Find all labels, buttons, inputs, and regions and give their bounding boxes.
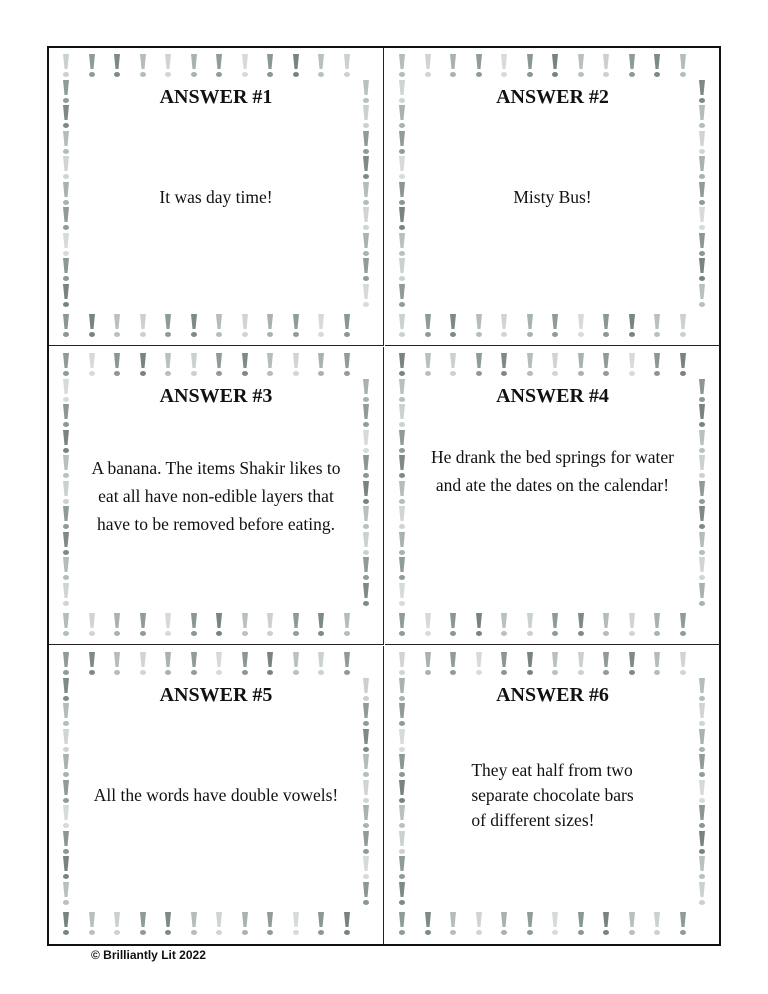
exclamation-mark-icon bbox=[397, 232, 407, 258]
exclamation-mark-icon bbox=[397, 378, 407, 404]
exclamation-mark-icon bbox=[601, 612, 611, 638]
exclamation-mark-icon bbox=[291, 651, 301, 677]
exclamation-mark-icon bbox=[499, 352, 509, 378]
exclamation-mark-icon bbox=[361, 79, 371, 105]
exclamation-mark-icon bbox=[397, 855, 407, 881]
exclamation-mark-icon bbox=[240, 53, 250, 79]
exclamation-mark-icon bbox=[163, 911, 173, 937]
exclamation-mark-icon bbox=[61, 257, 71, 283]
exclamation-mark-icon bbox=[678, 313, 688, 339]
exclamation-mark-icon bbox=[61, 283, 71, 309]
exclamation-mark-icon bbox=[342, 612, 352, 638]
exclamation-mark-icon bbox=[138, 651, 148, 677]
exclamation-mark-icon bbox=[474, 313, 484, 339]
exclamation-mark-icon bbox=[423, 651, 433, 677]
exclamation-mark-icon bbox=[397, 911, 407, 937]
exclamation-mark-icon bbox=[265, 313, 275, 339]
card-answer-text: It was day time! bbox=[159, 186, 273, 207]
card-answer-text: Misty Bus! bbox=[513, 186, 592, 207]
exclamation-mark-icon bbox=[189, 612, 199, 638]
exclamation-mark-icon bbox=[112, 911, 122, 937]
card-answer-text: All the words have double vowels! bbox=[93, 785, 339, 805]
exclamation-mark-icon bbox=[87, 352, 97, 378]
answer-card-1 bbox=[49, 48, 384, 346]
exclamation-mark-icon bbox=[240, 651, 250, 677]
exclamation-mark-icon bbox=[291, 352, 301, 378]
exclamation-mark-icon bbox=[61, 352, 71, 378]
exclamation-mark-icon bbox=[214, 612, 224, 638]
exclamation-mark-icon bbox=[474, 651, 484, 677]
card-title: ANSWER #3 bbox=[159, 385, 273, 407]
exclamation-mark-icon bbox=[361, 429, 371, 455]
exclamation-mark-icon bbox=[361, 531, 371, 557]
exclamation-mark-icon bbox=[291, 612, 301, 638]
exclamation-mark-icon bbox=[214, 911, 224, 937]
exclamation-mark-icon bbox=[361, 206, 371, 232]
exclamation-mark-icon bbox=[525, 352, 535, 378]
exclamation-mark-icon bbox=[397, 429, 407, 455]
copyright-footer: © Brilliantly Lit 2022 bbox=[91, 948, 206, 962]
exclamation-mark-icon bbox=[652, 313, 662, 339]
exclamation-mark-icon bbox=[423, 53, 433, 79]
exclamation-mark-icon bbox=[240, 612, 250, 638]
exclamation-mark-icon bbox=[525, 313, 535, 339]
exclamation-mark-icon bbox=[361, 505, 371, 531]
exclamation-mark-icon bbox=[397, 531, 407, 557]
exclamation-mark-icon bbox=[499, 612, 509, 638]
exclamation-mark-icon bbox=[61, 779, 71, 805]
exclamation-mark-icon bbox=[316, 352, 326, 378]
exclamation-mark-icon bbox=[697, 403, 707, 429]
exclamation-mark-icon bbox=[265, 612, 275, 638]
exclamation-mark-icon bbox=[697, 677, 707, 703]
exclamation-mark-icon bbox=[61, 911, 71, 937]
exclamation-mark-icon bbox=[361, 702, 371, 728]
exclamation-mark-icon bbox=[474, 352, 484, 378]
exclamation-mark-icon bbox=[112, 313, 122, 339]
exclamation-mark-icon bbox=[214, 352, 224, 378]
exclamation-mark-icon bbox=[397, 79, 407, 105]
exclamation-mark-icon bbox=[361, 804, 371, 830]
exclamation-mark-icon bbox=[163, 612, 173, 638]
exclamation-mark-icon bbox=[361, 728, 371, 754]
exclamation-mark-icon bbox=[214, 53, 224, 79]
exclamation-mark-icon bbox=[697, 830, 707, 856]
exclamation-mark-icon bbox=[397, 283, 407, 309]
exclamation-mark-icon bbox=[61, 651, 71, 677]
exclamation-mark-icon bbox=[697, 257, 707, 283]
exclamation-mark-icon bbox=[499, 313, 509, 339]
exclamation-mark-icon bbox=[361, 582, 371, 608]
exclamation-mark-icon bbox=[697, 855, 707, 881]
exclamation-mark-icon bbox=[342, 313, 352, 339]
exclamation-mark-icon bbox=[361, 753, 371, 779]
exclamation-mark-icon bbox=[138, 313, 148, 339]
exclamation-mark-icon bbox=[61, 702, 71, 728]
exclamation-mark-icon bbox=[525, 612, 535, 638]
card-title: ANSWER #5 bbox=[159, 684, 273, 706]
exclamation-mark-icon bbox=[627, 612, 637, 638]
exclamation-mark-icon bbox=[627, 352, 637, 378]
exclamation-mark-icon bbox=[697, 505, 707, 531]
exclamation-mark-icon bbox=[61, 753, 71, 779]
exclamation-mark-icon bbox=[397, 582, 407, 608]
exclamation-mark-icon bbox=[697, 79, 707, 105]
exclamation-mark-icon bbox=[112, 53, 122, 79]
answer-card-5 bbox=[49, 646, 384, 944]
exclamation-mark-icon bbox=[397, 206, 407, 232]
exclamation-mark-icon bbox=[342, 651, 352, 677]
exclamation-mark-icon bbox=[448, 612, 458, 638]
exclamation-mark-icon bbox=[361, 283, 371, 309]
exclamation-mark-icon bbox=[138, 53, 148, 79]
exclamation-mark-icon bbox=[448, 651, 458, 677]
exclamation-mark-icon bbox=[361, 677, 371, 703]
exclamation-mark-icon bbox=[61, 855, 71, 881]
exclamation-mark-icon bbox=[448, 911, 458, 937]
exclamation-mark-icon bbox=[397, 505, 407, 531]
exclamation-mark-icon bbox=[652, 352, 662, 378]
exclamation-mark-icon bbox=[265, 352, 275, 378]
exclamation-mark-icon bbox=[361, 130, 371, 156]
exclamation-mark-icon bbox=[525, 53, 535, 79]
exclamation-mark-icon bbox=[499, 911, 509, 937]
exclamation-mark-icon bbox=[61, 130, 71, 156]
card-title: ANSWER #6 bbox=[496, 684, 609, 706]
exclamation-mark-icon bbox=[448, 53, 458, 79]
exclamation-mark-icon bbox=[61, 429, 71, 455]
exclamation-mark-icon bbox=[189, 313, 199, 339]
exclamation-mark-icon bbox=[678, 911, 688, 937]
card-answer-text: They eat half from two separate chocolate bars of different sizes! bbox=[471, 759, 634, 830]
exclamation-mark-icon bbox=[697, 378, 707, 404]
exclamation-mark-icon bbox=[697, 429, 707, 455]
exclamation-mark-icon bbox=[397, 155, 407, 181]
answer-card-4 bbox=[385, 347, 720, 645]
exclamation-mark-icon bbox=[397, 130, 407, 156]
exclamation-mark-icon bbox=[499, 53, 509, 79]
exclamation-mark-icon bbox=[397, 702, 407, 728]
exclamation-mark-icon bbox=[163, 651, 173, 677]
exclamation-mark-icon bbox=[316, 612, 326, 638]
exclamation-mark-icon bbox=[678, 651, 688, 677]
exclamation-mark-icon bbox=[361, 830, 371, 856]
answer-card-sheet bbox=[47, 46, 721, 946]
exclamation-mark-icon bbox=[697, 104, 707, 130]
exclamation-mark-icon bbox=[652, 911, 662, 937]
exclamation-mark-icon bbox=[189, 53, 199, 79]
exclamation-mark-icon bbox=[697, 181, 707, 207]
exclamation-mark-icon bbox=[240, 911, 250, 937]
exclamation-mark-icon bbox=[361, 257, 371, 283]
exclamation-mark-icon bbox=[697, 702, 707, 728]
exclamation-mark-icon bbox=[342, 53, 352, 79]
exclamation-mark-icon bbox=[397, 454, 407, 480]
exclamation-mark-icon bbox=[163, 53, 173, 79]
exclamation-mark-icon bbox=[342, 352, 352, 378]
card-title: ANSWER #2 bbox=[496, 86, 609, 108]
exclamation-mark-icon bbox=[189, 911, 199, 937]
card-answer-text: A banana. The items Shakir likes to eat all have non-edible layers that have to be removed before eating. bbox=[91, 457, 341, 534]
exclamation-mark-icon bbox=[550, 53, 560, 79]
exclamation-mark-icon bbox=[697, 206, 707, 232]
exclamation-mark-icon bbox=[697, 582, 707, 608]
exclamation-mark-icon bbox=[448, 313, 458, 339]
exclamation-mark-icon bbox=[265, 911, 275, 937]
exclamation-mark-icon bbox=[697, 804, 707, 830]
exclamation-mark-icon bbox=[361, 181, 371, 207]
exclamation-mark-icon bbox=[397, 104, 407, 130]
exclamation-mark-icon bbox=[601, 352, 611, 378]
exclamation-mark-icon bbox=[240, 352, 250, 378]
exclamation-mark-icon bbox=[397, 779, 407, 805]
exclamation-mark-icon bbox=[61, 313, 71, 339]
exclamation-mark-icon bbox=[474, 612, 484, 638]
exclamation-mark-icon bbox=[342, 911, 352, 937]
exclamation-mark-icon bbox=[397, 753, 407, 779]
exclamation-mark-icon bbox=[697, 531, 707, 557]
exclamation-mark-icon bbox=[697, 779, 707, 805]
exclamation-mark-icon bbox=[423, 313, 433, 339]
exclamation-mark-icon bbox=[474, 53, 484, 79]
exclamation-mark-icon bbox=[361, 480, 371, 506]
exclamation-mark-icon bbox=[61, 830, 71, 856]
exclamation-mark-icon bbox=[316, 53, 326, 79]
exclamation-mark-icon bbox=[291, 911, 301, 937]
exclamation-mark-icon bbox=[163, 313, 173, 339]
exclamation-mark-icon bbox=[550, 651, 560, 677]
exclamation-mark-icon bbox=[61, 403, 71, 429]
exclamation-mark-icon bbox=[697, 480, 707, 506]
exclamation-mark-icon bbox=[87, 313, 97, 339]
exclamation-mark-icon bbox=[697, 753, 707, 779]
exclamation-mark-icon bbox=[576, 313, 586, 339]
answer-card-2 bbox=[385, 48, 720, 346]
exclamation-mark-icon bbox=[316, 651, 326, 677]
exclamation-mark-icon bbox=[163, 352, 173, 378]
exclamation-mark-icon bbox=[397, 53, 407, 79]
exclamation-mark-icon bbox=[361, 403, 371, 429]
exclamation-mark-icon bbox=[550, 313, 560, 339]
exclamation-mark-icon bbox=[87, 53, 97, 79]
exclamation-mark-icon bbox=[397, 728, 407, 754]
card-answer-text: He drank the bed springs for water and ate the dates on the calendar! bbox=[431, 446, 674, 495]
exclamation-mark-icon bbox=[397, 881, 407, 907]
exclamation-mark-icon bbox=[316, 313, 326, 339]
exclamation-mark-icon bbox=[697, 130, 707, 156]
exclamation-mark-icon bbox=[550, 911, 560, 937]
exclamation-mark-icon bbox=[499, 651, 509, 677]
exclamation-mark-icon bbox=[61, 454, 71, 480]
exclamation-mark-icon bbox=[61, 531, 71, 557]
exclamation-mark-icon bbox=[265, 53, 275, 79]
exclamation-mark-icon bbox=[601, 53, 611, 79]
exclamation-mark-icon bbox=[448, 352, 458, 378]
exclamation-mark-icon bbox=[678, 53, 688, 79]
exclamation-mark-icon bbox=[361, 378, 371, 404]
card-title: ANSWER #4 bbox=[496, 385, 609, 407]
exclamation-mark-icon bbox=[291, 53, 301, 79]
exclamation-mark-icon bbox=[361, 104, 371, 130]
exclamation-mark-icon bbox=[397, 556, 407, 582]
exclamation-mark-icon bbox=[697, 556, 707, 582]
exclamation-mark-icon bbox=[361, 155, 371, 181]
exclamation-mark-icon bbox=[61, 206, 71, 232]
exclamation-mark-icon bbox=[397, 313, 407, 339]
exclamation-mark-icon bbox=[678, 612, 688, 638]
exclamation-mark-icon bbox=[361, 779, 371, 805]
exclamation-mark-icon bbox=[550, 352, 560, 378]
exclamation-mark-icon bbox=[61, 79, 71, 105]
exclamation-mark-icon bbox=[397, 677, 407, 703]
exclamation-mark-icon bbox=[397, 181, 407, 207]
exclamation-mark-icon bbox=[397, 804, 407, 830]
exclamation-mark-icon bbox=[291, 313, 301, 339]
exclamation-mark-icon bbox=[61, 155, 71, 181]
exclamation-mark-icon bbox=[397, 403, 407, 429]
exclamation-mark-icon bbox=[550, 612, 560, 638]
exclamation-mark-icon bbox=[397, 651, 407, 677]
exclamation-mark-icon bbox=[189, 651, 199, 677]
card-title: ANSWER #1 bbox=[159, 86, 273, 108]
exclamation-mark-icon bbox=[61, 612, 71, 638]
exclamation-mark-icon bbox=[423, 911, 433, 937]
exclamation-mark-icon bbox=[265, 651, 275, 677]
exclamation-mark-icon bbox=[525, 651, 535, 677]
exclamation-mark-icon bbox=[474, 911, 484, 937]
exclamation-mark-icon bbox=[240, 313, 250, 339]
exclamation-mark-icon bbox=[627, 911, 637, 937]
exclamation-mark-icon bbox=[397, 612, 407, 638]
exclamation-mark-icon bbox=[112, 651, 122, 677]
exclamation-mark-icon bbox=[361, 556, 371, 582]
exclamation-mark-icon bbox=[316, 911, 326, 937]
exclamation-mark-icon bbox=[576, 352, 586, 378]
exclamation-mark-icon bbox=[214, 313, 224, 339]
exclamation-mark-icon bbox=[652, 53, 662, 79]
exclamation-mark-icon bbox=[189, 352, 199, 378]
exclamation-mark-icon bbox=[697, 454, 707, 480]
exclamation-mark-icon bbox=[652, 651, 662, 677]
exclamation-mark-icon bbox=[576, 612, 586, 638]
exclamation-mark-icon bbox=[138, 612, 148, 638]
exclamation-mark-icon bbox=[397, 257, 407, 283]
exclamation-mark-icon bbox=[87, 651, 97, 677]
exclamation-mark-icon bbox=[61, 804, 71, 830]
exclamation-mark-icon bbox=[697, 232, 707, 258]
exclamation-mark-icon bbox=[423, 612, 433, 638]
exclamation-mark-icon bbox=[361, 855, 371, 881]
exclamation-mark-icon bbox=[61, 480, 71, 506]
exclamation-mark-icon bbox=[601, 313, 611, 339]
exclamation-mark-icon bbox=[138, 352, 148, 378]
exclamation-mark-icon bbox=[601, 651, 611, 677]
exclamation-mark-icon bbox=[61, 505, 71, 531]
exclamation-mark-icon bbox=[361, 881, 371, 907]
exclamation-mark-icon bbox=[61, 104, 71, 130]
exclamation-mark-icon bbox=[87, 911, 97, 937]
exclamation-mark-icon bbox=[423, 352, 433, 378]
exclamation-mark-icon bbox=[397, 830, 407, 856]
exclamation-mark-icon bbox=[361, 454, 371, 480]
exclamation-mark-icon bbox=[652, 612, 662, 638]
exclamation-mark-icon bbox=[61, 181, 71, 207]
exclamation-mark-icon bbox=[576, 651, 586, 677]
exclamation-mark-icon bbox=[214, 651, 224, 677]
exclamation-mark-icon bbox=[112, 612, 122, 638]
exclamation-mark-icon bbox=[697, 155, 707, 181]
exclamation-mark-icon bbox=[87, 612, 97, 638]
exclamation-mark-icon bbox=[601, 911, 611, 937]
exclamation-mark-icon bbox=[61, 232, 71, 258]
answer-card-3 bbox=[49, 347, 384, 645]
exclamation-mark-icon bbox=[697, 283, 707, 309]
exclamation-mark-icon bbox=[61, 53, 71, 79]
exclamation-mark-icon bbox=[525, 911, 535, 937]
exclamation-mark-icon bbox=[678, 352, 688, 378]
exclamation-mark-icon bbox=[61, 582, 71, 608]
exclamation-mark-icon bbox=[61, 881, 71, 907]
exclamation-mark-icon bbox=[576, 911, 586, 937]
exclamation-mark-icon bbox=[397, 480, 407, 506]
exclamation-mark-icon bbox=[61, 556, 71, 582]
exclamation-mark-icon bbox=[576, 53, 586, 79]
exclamation-mark-icon bbox=[627, 313, 637, 339]
answer-card-6 bbox=[385, 646, 720, 944]
exclamation-mark-icon bbox=[61, 677, 71, 703]
exclamation-mark-icon bbox=[138, 911, 148, 937]
exclamation-mark-icon bbox=[627, 651, 637, 677]
exclamation-mark-icon bbox=[61, 728, 71, 754]
exclamation-mark-icon bbox=[361, 232, 371, 258]
exclamation-mark-icon bbox=[112, 352, 122, 378]
exclamation-mark-icon bbox=[627, 53, 637, 79]
exclamation-mark-icon bbox=[61, 378, 71, 404]
exclamation-mark-icon bbox=[397, 352, 407, 378]
exclamation-mark-icon bbox=[697, 881, 707, 907]
exclamation-mark-icon bbox=[697, 728, 707, 754]
